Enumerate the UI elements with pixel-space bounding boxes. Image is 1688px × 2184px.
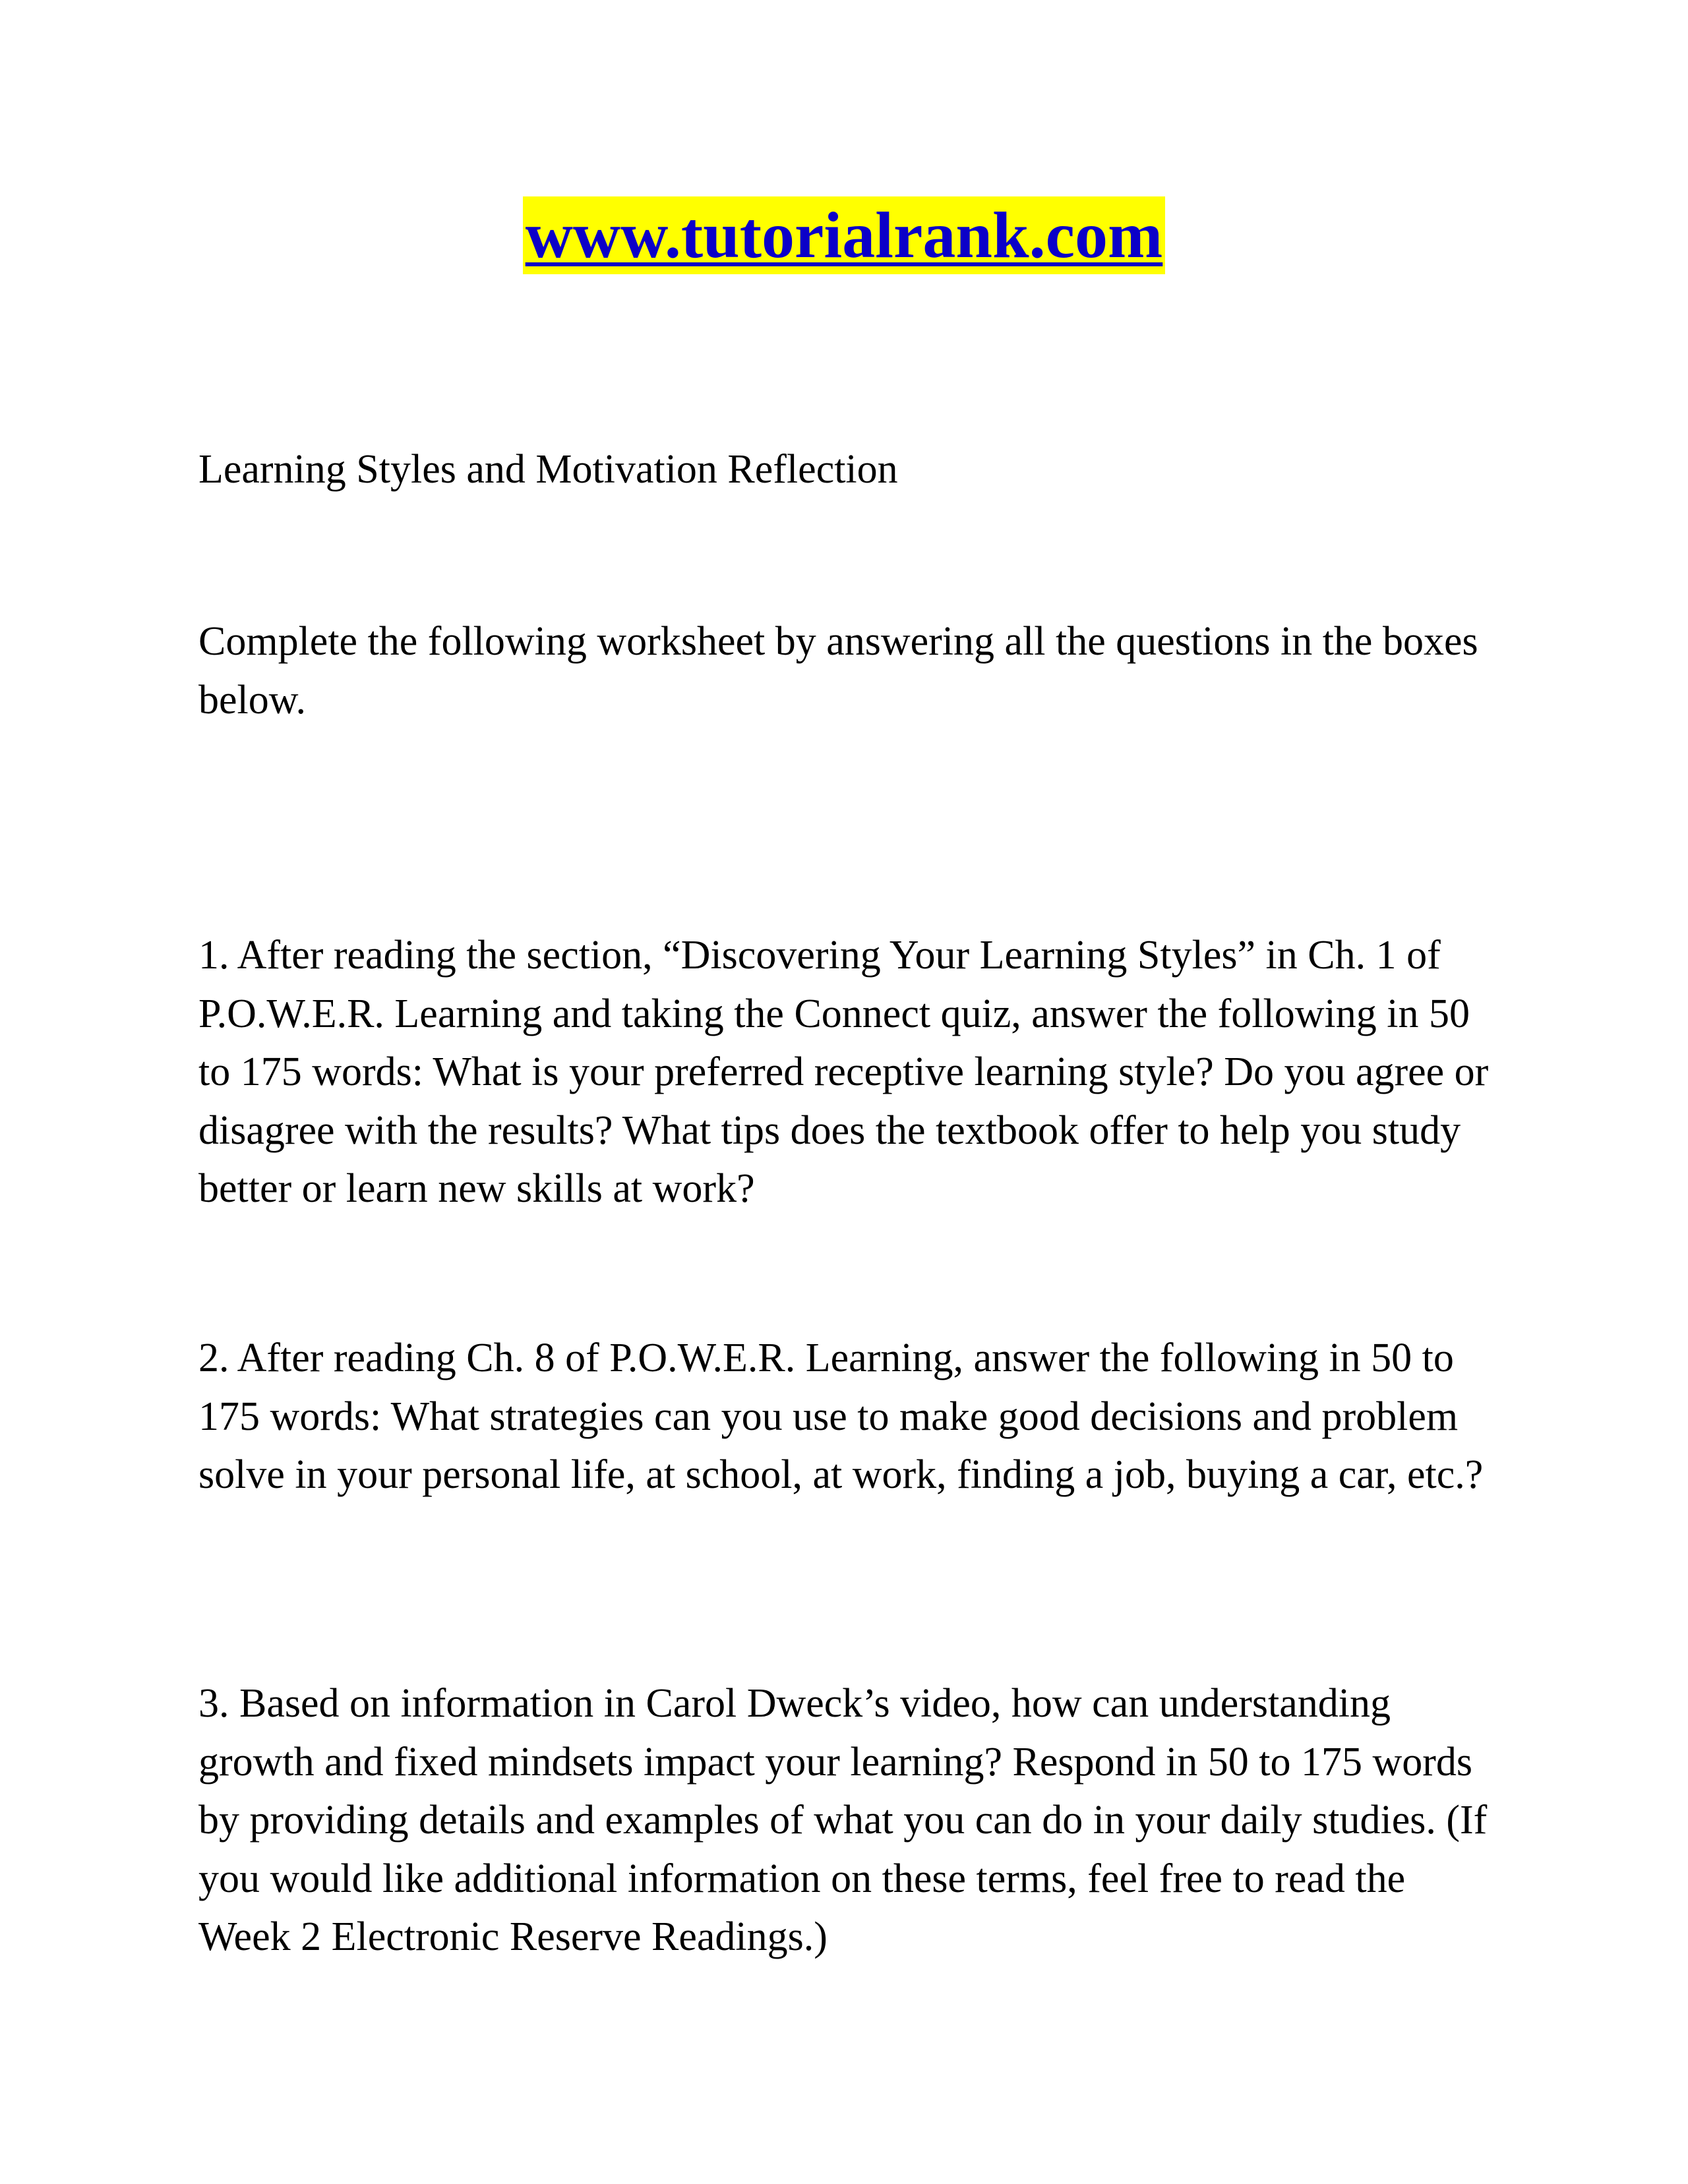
site-link[interactable]: www.tutorialrank.com: [523, 196, 1166, 274]
header: [0, 196, 1688, 274]
question-1: 1. After reading the section, “Discovering Your Learning Styles” in Ch. 1 of P.O.W.E.R. Learning and taking the Connect quiz, answer the following in 50 to 175 words: What is your preferred receptive learning style? Do you agree or disagree with the results? What tips does the textbook offer to help you study better or learn new skills at work?: [198, 933, 1489, 1211]
question-2: 2. After reading Ch. 8 of P.O.W.E.R. Learning, answer the following in 50 to 175 words: What strategies can you use to make good decisions and problem solve in your personal life, at school, at work, finding a job, buying a car, etc.?: [198, 1336, 1484, 1497]
instructions-text: Complete the following worksheet by answering all the questions in the boxes below.: [198, 619, 1478, 723]
document-title: Learning Styles and Motivation Reflection: [198, 447, 898, 492]
question-3: 3. Based on information in Carol Dweck’s video, how can understanding growth and fixed mindsets impact your learning? Respond in 50 to 175 words by providing details and examples of what you can do in your daily studies. (If you would like additional information on these terms, feel free to read the Week 2 Electronic Reserve Readings.): [198, 1681, 1488, 1959]
